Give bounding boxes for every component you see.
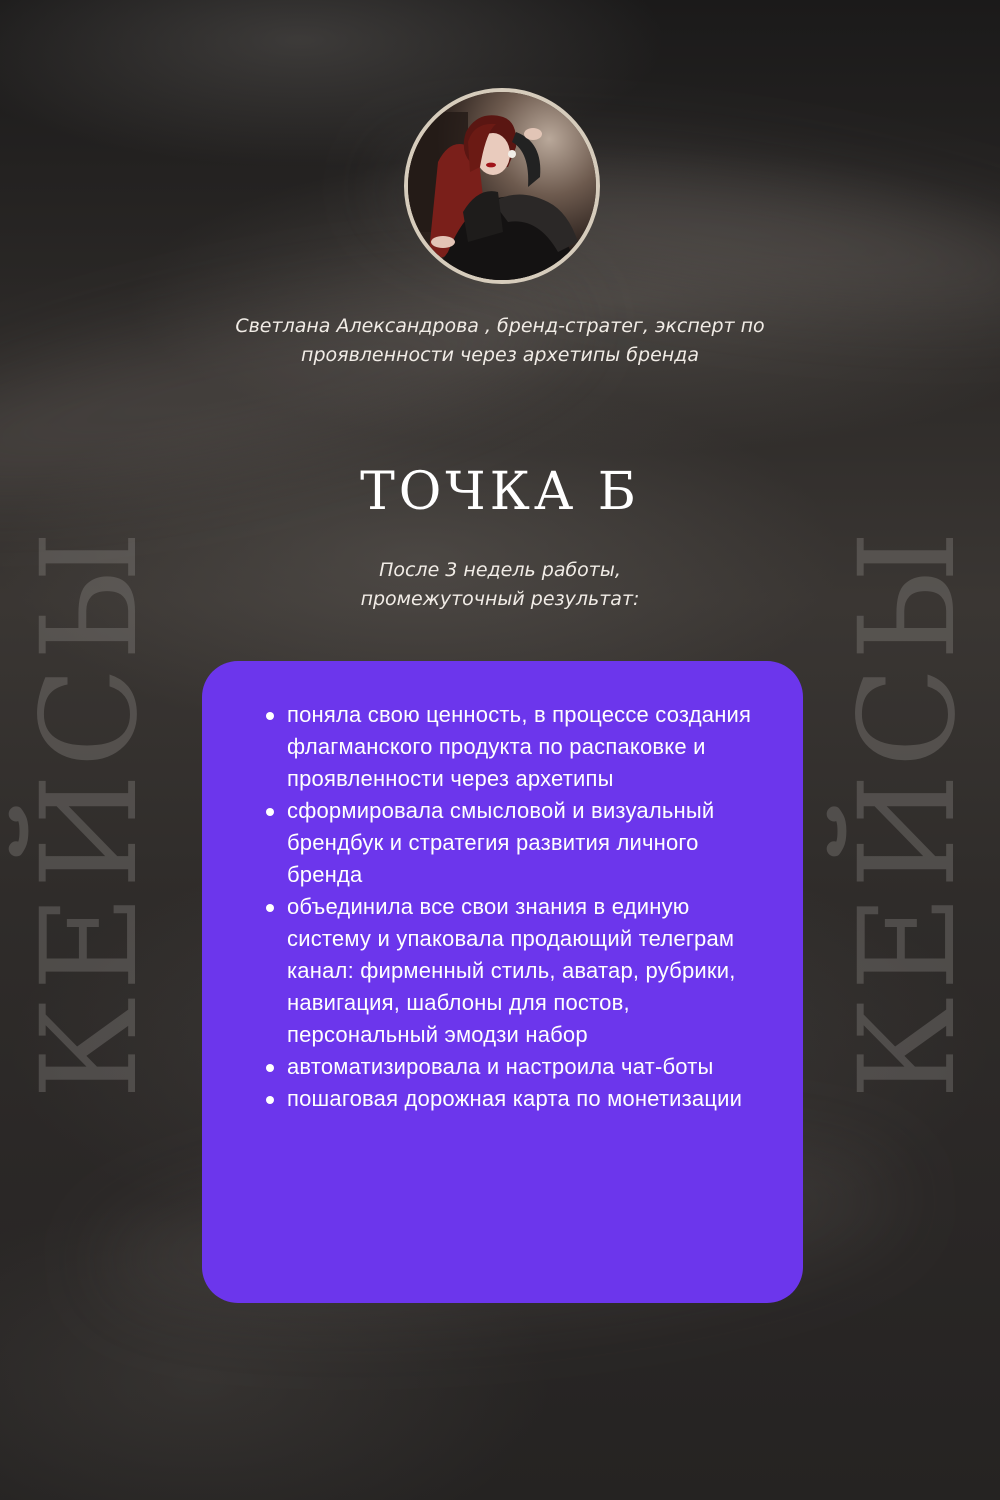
avatar — [404, 88, 600, 284]
author-caption — [150, 312, 850, 370]
list-item: автоматизировала и настроила чат-боты — [287, 1051, 763, 1083]
avatar-photo — [408, 92, 596, 280]
author-caption-line-1: Светлана Александрова , бренд-стратег, эксперт по — [235, 315, 765, 337]
list-item: объединила все свои знания в единую систему и упаковала продающий телеграм канал: фирменный стиль, аватар, рубрики, навигация, шаблоны для постов, персональный эмодзи набор — [287, 891, 763, 1051]
lead-text-line-1: После 3 недель работы, — [379, 559, 621, 581]
side-word-left: КЕЙСЫ — [13, 524, 167, 1100]
results-list — [260, 699, 763, 1115]
lead-text — [200, 556, 800, 614]
list-item: пошаговая дорожная карта по монетизации — [287, 1083, 763, 1115]
list-item: сформировала смысловой и визуальный брендбук и стратегия развития личного бренда — [287, 795, 763, 891]
page-title: ТОЧКА Б — [360, 462, 640, 522]
list-item: поняла свою ценность, в процессе создания флагманского продукта по распаковке и проявленности через архетипы — [287, 699, 763, 795]
author-caption-line-2: проявленности через архетипы бренда — [301, 344, 699, 366]
results-card — [202, 661, 803, 1303]
lead-text-line-2: промежуточный результат: — [360, 588, 640, 610]
side-word-right: КЕЙСЫ — [831, 524, 985, 1100]
